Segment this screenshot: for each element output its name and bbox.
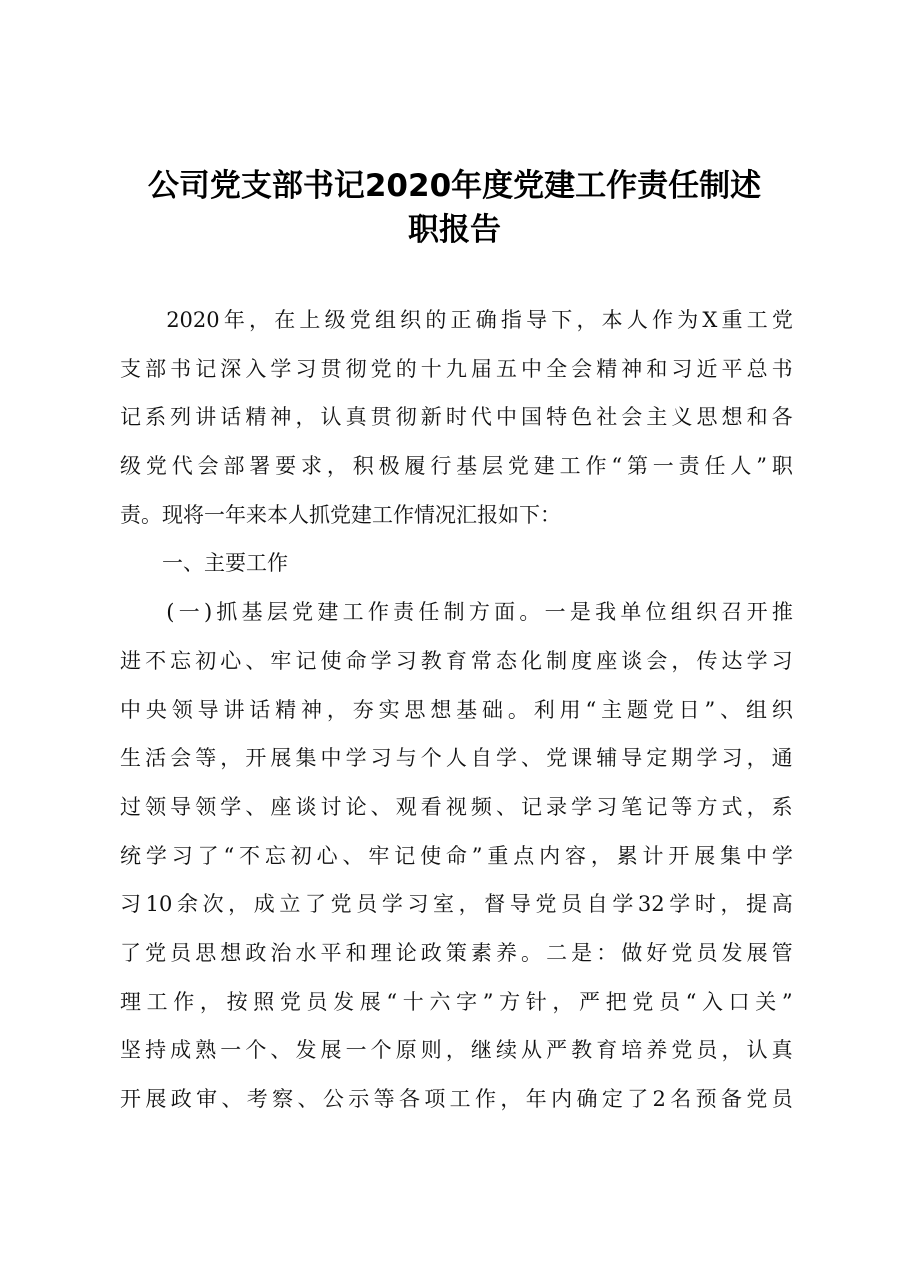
body-line: ( 一 ) 抓 基 层 党 建 工 作 责 任 制 方 面 。 一 是 我 单 位 组 织 召 开 推 [166,600,793,625]
body-line: 生 活 会 等 ， 开 展 集 中 学 习 与 个 人 自 学 、 党 课 辅 导 定 期 学 习 ， 通 [120,746,793,771]
body-line: 支 部 书 记 深 入 学 习 贯 彻 党 的 十 九 届 五 中 全 会 精 神 和 习 近 平 总 书 [120,356,793,381]
document-title-line-1: 公司党支部书记2020年度党建工作责任制述 [147,168,762,204]
body-line: 理 工 作 ， 按 照 党 员 发 展 “ 十 六 字 ” 方 针 ， 严 把 党 员 “ 入 口 关 ” [120,989,793,1014]
document-title-line-2: 职报告 [408,212,501,248]
body-line: 中 央 领 导 讲 话 精 神 ， 夯 实 思 想 基 础 。 利 用 “ 主 题 党 日 ” 、 组 织 [120,697,793,722]
body-line: 习 10 余 次 ， 成 立 了 党 员 学 习 室 ， 督 导 党 员 自 学 32 学 时 ， 提 高 [120,892,793,917]
body-line: 坚 持 成 熟 一 个 、 发 展 一 个 原 则 ， 继 续 从 严 教 育 培 养 党 员 ， 认 真 [120,1038,793,1063]
document-body [120,296,793,1124]
body-line: 过 领 导 领 学 、 座 谈 讨 论 、 观 看 视 频 、 记 录 学 习 笔 记 等 方 式 ， 系 [120,794,793,819]
body-line: 了 党 员 思 想 政 治 水 平 和 理 论 政 策 素 养 。 二 是 ： 做 好 党 员 发 展 管 [120,940,793,965]
body-line: 级 党 代 会 部 署 要 求 ， 积 极 履 行 基 层 党 建 工 作 “ 第 一 责 任 人 ” 职 [120,454,793,479]
body-line: 进 不 忘 初 心 、 牢 记 使 命 学 习 教 育 常 态 化 制 度 座 谈 会 ， 传 达 学 习 [120,648,793,673]
body-line: 责。现将一年来本人抓党建工作情况汇报如下： [120,502,561,527]
body-line: 一、主要工作 [120,551,288,576]
body-line: 开 展 政 审 、 考 察 、 公 示 等 各 项 工 作 ， 年 内 确 定 了 2 名 预 备 党 员 [120,1087,793,1111]
body-line: 统 学 习 了 “ 不 忘 初 心 、 牢 记 使 命 ” 重 点 内 容 ， 累 计 开 展 集 中 学 [120,843,793,868]
body-line: 2020 年 ， 在 上 级 党 组 织 的 正 确 指 导 下 ， 本 人 作 为 X 重 工 党 [166,308,793,332]
body-line: 记 系 列 讲 话 精 神 ， 认 真 贯 彻 新 时 代 中 国 特 色 社 会 主 义 思 想 和 各 [120,405,793,430]
